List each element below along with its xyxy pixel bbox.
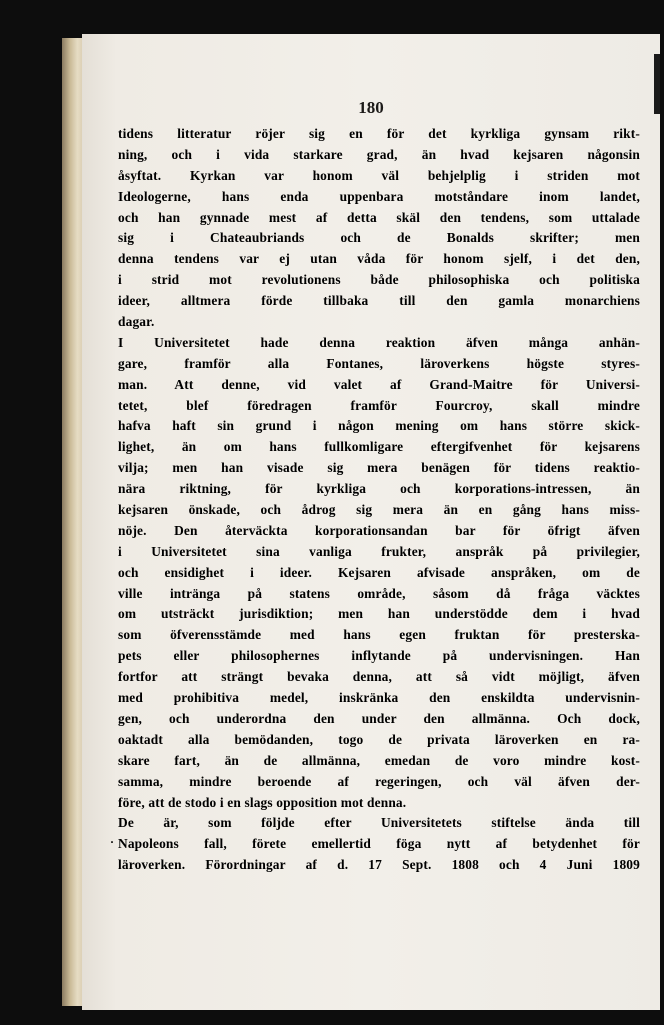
text-line: med prohibitiva medel, inskränka den enskildta undervisnin- <box>118 690 640 706</box>
text-line: De är, som följde efter Universitetets stiftelse ända till <box>118 815 640 831</box>
text-line: vilja; men han visade sig mera benägen för tidens reaktio- <box>118 460 640 476</box>
text-line: i strid mot revolutionens både philosophiska och politiska <box>118 272 640 288</box>
text-line: ning, och i vida starkare grad, än hvad kejsaren någonsin <box>118 146 640 162</box>
body-text <box>118 124 640 876</box>
text-line: Ideologerne, hans enda uppenbara motståndare inom landet, <box>118 188 640 204</box>
text-line: pets eller philosophernes inflytande på undervisningen. Han <box>118 648 640 664</box>
text-line: tidens litteratur röjer sig en för det kyrkliga gynsam rikt- <box>118 126 640 141</box>
text-line: kejsaren önskade, och ådrog sig mera än en gång hans miss- <box>118 502 640 518</box>
text-line: man. Att denne, vid valet af Grand-Maitre för Universi- <box>118 376 640 392</box>
text-line: I Universitetet hade denna reaktion äfven många anhän- <box>118 334 640 350</box>
text-line: denna tendens var ej utan våda för honom sjelf, i det den, <box>118 251 640 267</box>
text-line: fortfor att strängt bevaka denna, att så vidt möjligt, äfven <box>118 669 640 685</box>
book-spine-edge <box>62 38 84 1006</box>
text-line: oaktadt alla bemödanden, togo de privata läroverken en ra- <box>118 731 640 747</box>
text-line: i Universitetet sina vanliga frukter, anspråk på privilegier, <box>118 543 640 559</box>
text-line: Napoleons fall, förete emellertid föga nytt af betydenhet för <box>118 836 640 852</box>
text-line: läroverken. Förordningar af d. 17 Sept. 1808 och 4 Juni 1809 <box>118 857 640 873</box>
text-line: sig i Chateaubriands och de Bonalds skrifter; men <box>118 230 640 246</box>
text-line: tetet, blef föredragen framför Fourcroy, skall mindre <box>118 397 640 413</box>
text-line: åsyftat. Kyrkan var honom väl behjelplig i striden mot <box>118 167 640 183</box>
text-line: dagar. <box>118 314 155 330</box>
text-line: ideer, alltmera förde tillbaka till den gamla monarchiens <box>118 293 640 309</box>
text-line: ville inträngа på statens område, såsom då fråga väcktes <box>118 585 640 601</box>
text-line: som öfverensstämde med hans egen fruktan för presterska- <box>118 627 640 643</box>
page-number: 180 <box>358 98 384 117</box>
text-line: gen, och underordna den under den allmänna. Och dock, <box>118 710 640 726</box>
text-line: nöje. Den återväckta korporationsandan bar för öfrigt äfven <box>118 522 640 538</box>
text-line: skare fart, än de allmänna, emedan de voro mindre kost- <box>118 752 640 768</box>
text-line: gare, framför alla Fontanes, läroverkens högste styres- <box>118 355 640 371</box>
text-line: och ensidighet i ideer. Kejsaren afvisade anspråken, om de <box>118 564 640 580</box>
text-line: samma, mindre beroende af regeringen, och väl äfven der- <box>118 773 640 789</box>
text-line: om utsträckt jurisdiktion; men han understödde dem i hvad <box>118 606 640 622</box>
text-line: nära riktning, för kyrkliga och korporations-intressen, än <box>118 481 640 497</box>
text-line: före, att de stodo i en slags opposition mot denna. <box>118 794 407 810</box>
text-line: lighet, än om hans fullkomligare eftergifvenhet för kejsarens <box>118 439 640 455</box>
text-line: och han gynnade mest af detta skäl den tendens, som uttalade <box>118 209 640 225</box>
margin-mark: · <box>110 835 115 849</box>
text-line: hafva haft sin grund i någon mening om hans större skick- <box>118 418 640 434</box>
